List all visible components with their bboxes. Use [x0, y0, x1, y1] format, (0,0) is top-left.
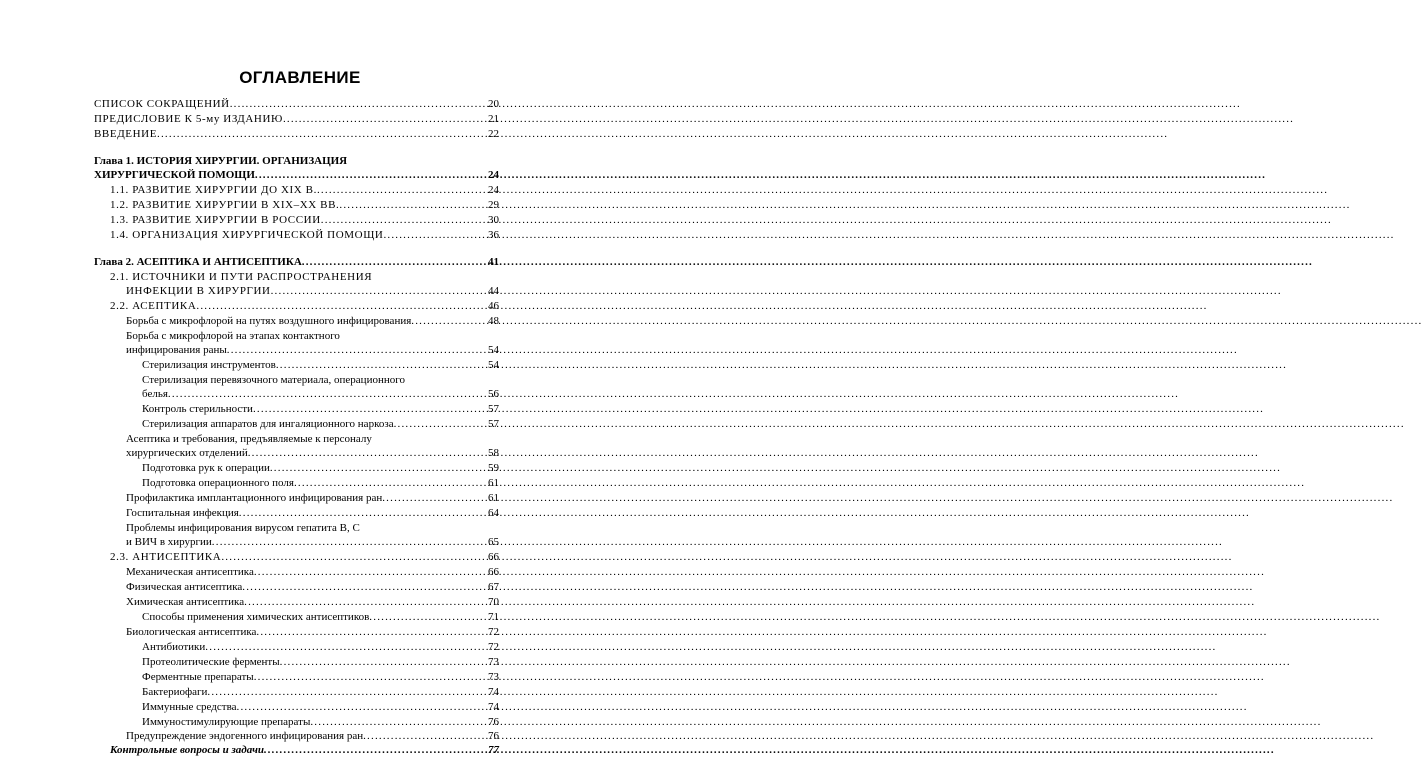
page-number: 76: [488, 730, 499, 742]
leader-dots: [411, 314, 488, 328]
leader-dots: [276, 358, 488, 372]
toc-entry[interactable]: Механическая антисептика ..... 66: [126, 565, 499, 579]
toc-entry[interactable]: ПРЕДИСЛОВИЕ К 5-му ИЗДАНИЮ ..... 21: [94, 112, 499, 126]
page-number: 20: [488, 98, 499, 110]
book-page: [0, 0, 600, 756]
toc-entry[interactable]: Подготовка операционного поля ..... 61: [142, 476, 499, 490]
leader-dots: [256, 625, 488, 639]
leader-dots: [369, 610, 488, 624]
toc-entry-line[interactable]: Асептика и требования, предъявляемые к персоналу: [126, 433, 372, 445]
page-number: 44: [488, 285, 499, 297]
page-number: 59: [488, 462, 499, 474]
leader-dots: [157, 127, 488, 141]
page-number: 73: [488, 656, 499, 668]
toc-entry[interactable]: Предупреждение эндогенного инфицирования ран ..... 76: [126, 729, 499, 743]
page-number: 61: [488, 477, 499, 489]
toc-entry[interactable]: Борьба с микрофлорой на путях воздушного инфицирования ..... 48: [126, 314, 499, 328]
toc-entry[interactable]: Иммуностимулирующие препараты ..... 76: [142, 715, 499, 729]
leader-dots: [227, 343, 488, 357]
toc-entry[interactable]: Иммунные средства ..... 74: [142, 700, 499, 714]
toc-entry[interactable]: Физическая антисептика ..... 67: [126, 580, 499, 594]
page-number: 24: [488, 184, 499, 196]
leader-dots: [382, 491, 488, 505]
toc-entry[interactable]: Антибиотики ..... 72: [142, 640, 499, 654]
toc-entry[interactable]: СПИСОК СОКРАЩЕНИЙ ..... 20: [94, 97, 499, 111]
leader-dots: [255, 168, 488, 182]
leader-dots: [254, 565, 488, 579]
leader-dots: [283, 112, 488, 126]
toc-entry[interactable]: 2.3. АНТИСЕПТИКА ..... 66: [110, 550, 499, 564]
leader-dots: [205, 640, 488, 654]
toc-entry[interactable]: Госпитальная инфекция ..... 64: [126, 506, 499, 520]
toc-entry[interactable]: Бактериофаги ..... 74: [142, 685, 499, 699]
toc-entry[interactable]: 1.1. РАЗВИТИЕ ХИРУРГИИ ДО XIX В. ..... 24: [110, 183, 499, 197]
toc-entry[interactable]: белья ..... 56: [142, 387, 499, 401]
leader-dots: [207, 685, 488, 699]
leader-dots: [221, 550, 488, 564]
toc-entry[interactable]: Стерилизация аппаратов для ингаляционного наркоза ..... 57: [142, 417, 499, 431]
toc-entry[interactable]: 1.3. РАЗВИТИЕ ХИРУРГИИ В РОССИИ ..... 30: [110, 213, 499, 227]
leader-dots: [310, 715, 488, 729]
page-number: 46: [488, 300, 499, 312]
toc-entry[interactable]: Протеолитические ферменты ..... 73: [142, 655, 499, 669]
page-number: 57: [488, 418, 499, 430]
leader-dots: [254, 670, 488, 684]
page-number: 36: [488, 229, 499, 241]
page-number: 30: [488, 214, 499, 226]
page-number: 74: [488, 701, 499, 713]
page-number: 74: [488, 686, 499, 698]
leader-dots: [242, 580, 488, 594]
leader-dots: [383, 228, 488, 242]
leader-dots: [239, 506, 488, 520]
page-number: 58: [488, 447, 499, 459]
leader-dots: [253, 402, 488, 416]
toc-entry-line[interactable]: Проблемы инфицирования вирусом гепатита В, С: [126, 522, 360, 534]
page-number: 54: [488, 344, 499, 356]
toc-entry[interactable]: и ВИЧ в хирургии ..... 65: [126, 535, 499, 549]
leader-dots: [212, 535, 488, 549]
page-number: 66: [488, 551, 499, 563]
page-number: 67: [488, 581, 499, 593]
toc-entry[interactable]: ИНФЕКЦИИ В ХИРУРГИИ ..... 44: [126, 284, 499, 298]
leader-dots: [244, 595, 488, 609]
table-of-contents: [0, 0, 600, 756]
page-number: 57: [488, 403, 499, 415]
page-number: 77: [488, 744, 499, 756]
leader-dots: [302, 255, 488, 269]
page-number: 21: [488, 113, 499, 125]
leader-dots: [363, 729, 488, 743]
chapter-1-title[interactable]: Глава 1. ИСТОРИЯ ХИРУРГИИ. ОРГАНИЗАЦИЯ: [94, 155, 348, 167]
leader-dots: [317, 183, 488, 197]
toc-entry[interactable]: Контрольные вопросы и задачи ..... 77: [110, 743, 499, 750]
page-title: ОГЛАВЛЕНИЕ: [239, 68, 361, 87]
toc-entry[interactable]: Контроль стерильности ..... 57: [142, 402, 499, 416]
page-number: 73: [488, 671, 499, 683]
page-number: 54: [488, 359, 499, 371]
toc-entry-line[interactable]: Борьба с микрофлорой на этапах контактного: [126, 330, 340, 342]
leader-dots: [270, 461, 488, 475]
page-number: 22: [488, 128, 499, 140]
page-number: 24: [488, 169, 499, 181]
toc-entry[interactable]: 1.4. ОРГАНИЗАЦИЯ ХИРУРГИЧЕСКОЙ ПОМОЩИ ..... 36: [110, 228, 499, 242]
leader-dots: [280, 655, 488, 669]
leader-dots: [294, 476, 488, 490]
toc-entry[interactable]: 1.2. РАЗВИТИЕ ХИРУРГИИ В XIX–XX ВВ. ..... 29: [110, 198, 499, 212]
page-number: 61: [488, 492, 499, 504]
leader-dots: [264, 743, 488, 757]
toc-entry[interactable]: ВВЕДЕНИЕ ..... 22: [94, 127, 499, 141]
page-number: 71: [488, 611, 499, 623]
page-number: 66: [488, 566, 499, 578]
toc-entry[interactable]: Способы применения химических антисептиков ..... 71: [142, 610, 499, 624]
page-number: 41: [488, 256, 499, 268]
page-number: 70: [488, 596, 499, 608]
leader-dots: [339, 198, 488, 212]
leader-dots: [394, 417, 488, 431]
toc-entry[interactable]: ХИРУРГИЧЕСКОЙ ПОМОЩИ ..... 24: [94, 168, 499, 182]
toc-entry[interactable]: хирургических отделений ..... 58: [126, 446, 499, 460]
leader-dots: [196, 299, 488, 313]
page-number: 48: [488, 315, 499, 327]
toc-entry[interactable]: Биологическая антисептика ..... 72: [126, 625, 499, 639]
page-number: 29: [488, 199, 499, 211]
toc-entry[interactable]: Подготовка рук к операции ..... 59: [142, 461, 499, 475]
page-number: 72: [488, 641, 499, 653]
leader-dots: [271, 284, 488, 298]
leader-dots: [230, 97, 488, 111]
leader-dots: [248, 446, 488, 460]
leader-dots: [321, 213, 488, 227]
page-number: 72: [488, 626, 499, 638]
toc-entry[interactable]: Профилактика имплантационного инфицирования ран ..... 61: [126, 491, 499, 505]
toc-entry[interactable]: Химическая антисептика ..... 70: [126, 595, 499, 609]
page-number: 65: [488, 536, 499, 548]
toc-entry[interactable]: 2.2. АСЕПТИКА ..... 46: [110, 299, 499, 313]
leader-dots: [237, 700, 489, 714]
page-number: 56: [488, 388, 499, 400]
leader-dots: [168, 387, 488, 401]
toc-entry[interactable]: Стерилизация инструментов ..... 54: [142, 358, 499, 372]
page-number: 64: [488, 507, 499, 519]
toc-entry[interactable]: инфицирования раны ..... 54: [126, 343, 499, 357]
section-2-1-title[interactable]: 2.1. ИСТОЧНИКИ И ПУТИ РАСПРОСТРАНЕНИЯ: [110, 271, 373, 283]
toc-entry[interactable]: Ферментные препараты ..... 73: [142, 670, 499, 684]
toc-entry-line[interactable]: Стерилизация перевязочного материала, операционного: [142, 374, 405, 386]
toc-entry[interactable]: Глава 2. АСЕПТИКА И АНТИСЕПТИКА ..... 41: [94, 255, 499, 269]
page-number: 76: [488, 716, 499, 728]
